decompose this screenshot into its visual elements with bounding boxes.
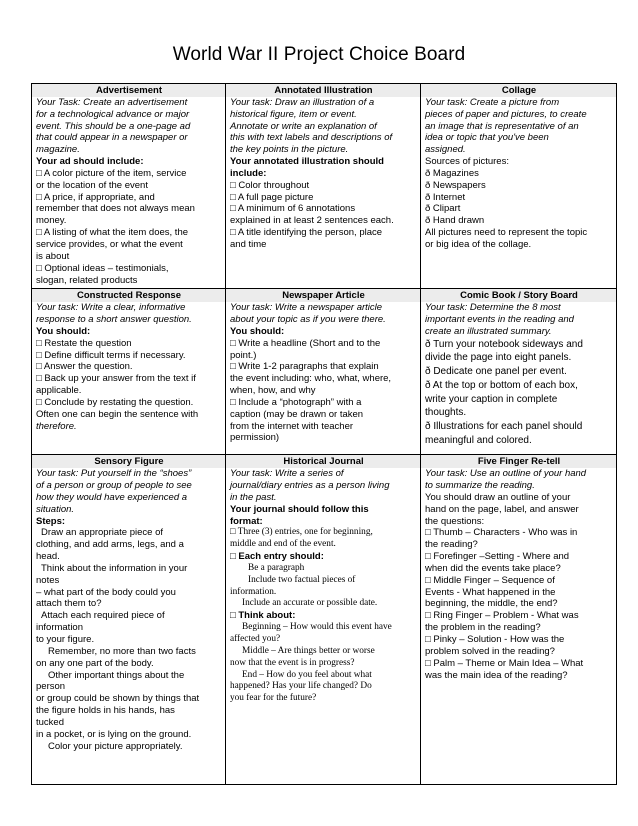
- cell-heading: Historical Journal: [226, 455, 420, 468]
- board-row: [32, 289, 617, 455]
- cell-text-line: now that the event is in progress?: [230, 657, 355, 668]
- cell-text-line: the reading?: [425, 539, 478, 551]
- cell-text-line: historical figure, item or event.: [230, 108, 357, 120]
- cell-text-line: response to a short answer question.: [36, 314, 192, 326]
- cell-sensory-figure: [32, 455, 226, 785]
- cell-five-finger-retell: [421, 455, 617, 785]
- cell-text-line: Annotate or write an explanation of: [230, 120, 377, 132]
- cell-text-line: Your task: Write a series of: [230, 468, 344, 480]
- cell-text-line: happened? Has your life changed? Do: [230, 681, 372, 692]
- cell-text-line: beginning, the middle, the end?: [425, 598, 558, 610]
- cell-text-line: Your task: Draw an illustration of a: [230, 96, 375, 108]
- cell-text-line: to your figure.: [36, 634, 95, 645]
- cell-text-line: about your topic as if you were there.: [230, 314, 386, 326]
- cell-text-line: point.): [230, 349, 257, 361]
- cell-text-line: □ Thumb – Characters - Who was in: [425, 527, 578, 539]
- cell-text-line: or the location of the event: [36, 179, 148, 191]
- cell-text-line: include:: [230, 167, 267, 179]
- choice-board-table: [31, 83, 617, 785]
- cell-text-line: the problem in the reading?: [425, 622, 541, 634]
- cell-text-line: hand on the page, label, and answer: [425, 503, 579, 515]
- cell-text-line: ð Hand drawn: [425, 215, 485, 227]
- cell-text-line: □ Ring Finger – Problem - What was: [425, 610, 579, 622]
- cell-heading: Constructed Response: [32, 289, 225, 302]
- cell-text-line: □ Back up your answer from the text if: [36, 373, 196, 385]
- cell-text-line: Your journal should follow this: [230, 503, 369, 515]
- cell-text-line: an image that is representative of an: [425, 120, 579, 132]
- cell-text-line: attach them to?: [36, 598, 102, 610]
- cell-heading: Collage: [421, 84, 616, 97]
- cell-text-line: write your caption in complete: [425, 393, 558, 405]
- cell-text-line: create an illustrated summary.: [425, 325, 552, 337]
- cell-text-line: thoughts.: [425, 407, 467, 419]
- cell-text-line: format:: [230, 515, 263, 527]
- cell-historical-journal: [226, 455, 421, 785]
- cell-text-line: assigned.: [425, 144, 466, 156]
- cell-annotated-illustration: [226, 84, 421, 289]
- cell-text-line: Think about the information in your: [41, 562, 188, 574]
- cell-text-line: the questions:: [425, 515, 485, 527]
- cell-newspaper-article: [226, 289, 421, 455]
- cell-text-line: journal/diary entries as a person living: [230, 480, 390, 492]
- cell-text-line: □ Conclude by restating the question.: [36, 396, 194, 408]
- cell-text-line: □ Restate the question: [36, 337, 132, 349]
- cell-text-line: middle and end of the event.: [230, 539, 336, 550]
- cell-text-line: ð Clipart: [425, 203, 461, 215]
- board-row: [32, 455, 617, 785]
- cell-text-line: Often one can begin the sentence with: [36, 408, 199, 420]
- cell-text-line: money.: [36, 215, 67, 227]
- cell-text-line: Beginning – How would this event have: [242, 622, 392, 633]
- cell-text-line: You should:: [36, 325, 91, 337]
- cell-text-line: pieces of paper and pictures, to create: [425, 108, 587, 120]
- cell-text-line: □ A color picture of the item, service: [36, 167, 187, 179]
- cell-text-line: person: [36, 681, 66, 693]
- cell-text-line: Include an accurate or possible date.: [242, 598, 378, 609]
- cell-text-line: Middle – Are things better or worse: [242, 645, 375, 656]
- cell-text-line: how they would have experienced a: [36, 491, 188, 503]
- cell-text-line: meaningful and colored.: [425, 434, 532, 446]
- cell-text-line: or big idea of the collage.: [425, 238, 532, 250]
- cell-text-line: explained in at least 2 sentences each.: [230, 215, 394, 227]
- cell-text-line: you fear for the future?: [230, 693, 317, 704]
- cell-text-line: ð Dedicate one panel per event.: [425, 366, 567, 378]
- cell-text-line: on any one part of the body.: [36, 657, 154, 669]
- cell-text-line: Other important things about the: [48, 669, 185, 681]
- cell-text-line: □ Pinky – Solution - How was the: [425, 634, 565, 645]
- cell-text-line: ð Magazines: [425, 167, 479, 179]
- cell-text-line: ð Internet: [425, 191, 466, 203]
- cell-text-line: Events - What happened in the: [425, 586, 556, 598]
- board-row: [32, 84, 617, 289]
- cell-text-line: Sources of pictures:: [425, 156, 509, 168]
- cell-advertisement: [32, 84, 226, 289]
- cell-heading: Sensory Figure: [32, 455, 225, 468]
- cell-text-line: important events in the reading and: [425, 314, 574, 326]
- cell-text-line: this with text labels and descriptions of: [230, 132, 393, 144]
- cell-text-line: □ A price, if appropriate, and: [36, 191, 155, 203]
- cell-text-line: head.: [36, 551, 60, 563]
- cell-text-line: magazine.: [36, 144, 80, 156]
- cell-text-line: □ Three (3) entries, one for beginning,: [230, 527, 373, 538]
- cell-text-line: □ Include a “photograph” with a: [230, 396, 362, 408]
- cell-text-line: Be a paragraph: [248, 562, 305, 573]
- cell-text-line: Your task: Use an outline of your hand: [425, 468, 587, 480]
- cell-text-line: – what part of the body could you: [36, 586, 176, 598]
- cell-text-line: □ Define difficult terms if necessary.: [36, 349, 186, 361]
- cell-text-line: idea or topic that you've been: [425, 132, 549, 144]
- cell-text-line: remember that does not always mean: [36, 203, 195, 215]
- cell-text-line: or group could be shown by things that: [36, 693, 200, 705]
- cell-text-line: End – How do you feel about what: [242, 669, 372, 680]
- cell-text-line: in the past.: [230, 491, 277, 503]
- cell-heading: Comic Book / Story Board: [421, 289, 616, 302]
- cell-text-line: All pictures need to represent the topic: [425, 227, 588, 239]
- cell-text-line: Color your picture appropriately.: [48, 740, 183, 752]
- page-title: World War II Project Choice Board: [172, 44, 466, 65]
- cell-text-line: Your ad should include:: [36, 156, 144, 168]
- cell-text-line: □ A title identifying the person, place: [230, 227, 383, 239]
- cell-text-line: service provides, or what the event: [36, 238, 183, 250]
- cell-text-line: □ Write 1-2 paragraphs that explain: [230, 361, 379, 373]
- cell-text-line: when did the events take place?: [425, 562, 561, 574]
- cell-text-line: for a technological advance or major: [36, 108, 190, 120]
- cell-text-line: □ Think about:: [230, 610, 296, 622]
- cell-text-line: ð At the top or bottom of each box,: [425, 379, 578, 391]
- cell-text-line: You should draw an outline of your: [425, 491, 571, 503]
- cell-text-line: Your Task: Create an advertisement: [36, 96, 188, 108]
- cell-text-line: Your task: Write a newspaper article: [230, 302, 383, 314]
- cell-text-line: the event including: who, what, where,: [230, 373, 392, 385]
- cell-text-line: Your annotated illustration should: [230, 156, 384, 168]
- cell-heading: Five Finger Re-tell: [421, 455, 616, 468]
- cell-text-line: permission): [230, 432, 280, 444]
- cell-text-line: ð Turn your notebook sideways and: [425, 338, 583, 350]
- cell-heading: Newspaper Article: [226, 289, 420, 302]
- cell-text-line: Your task: Create a picture from: [425, 96, 560, 108]
- cell-text-line: ð Illustrations for each panel should: [425, 420, 583, 432]
- cell-text-line: applicable.: [36, 385, 82, 397]
- cell-text-line: Attach each required piece of: [41, 610, 165, 622]
- cell-heading: Advertisement: [32, 84, 225, 97]
- cell-text-line: Include two factual pieces of: [248, 574, 356, 585]
- cell-text-line: □ Middle Finger – Sequence of: [425, 574, 555, 586]
- cell-text-line: Draw an appropriate piece of: [41, 527, 163, 539]
- cell-text-line: You should:: [230, 325, 285, 337]
- cell-text-line: clothing, and add arms, legs, and a: [36, 539, 184, 551]
- cell-text-line: caption (may be drawn or taken: [230, 408, 364, 420]
- cell-text-line: that could appear in a newspaper or: [36, 132, 188, 144]
- cell-text-line: □ A full page picture: [230, 191, 314, 203]
- cell-comic-book: [421, 289, 617, 455]
- cell-text-line: to summarize the reading.: [425, 480, 535, 492]
- cell-text-line: □ Write a headline (Short and to the: [230, 337, 381, 349]
- cell-text-line: therefore.: [36, 420, 77, 432]
- cell-text-line: Your task: Put yourself in the “shoes”: [36, 468, 192, 480]
- cell-text-line: Your task: Determine the 8 most: [425, 302, 561, 314]
- cell-text-line: Remember, no more than two facts: [48, 645, 196, 657]
- cell-text-line: □ A minimum of 6 annotations: [230, 203, 356, 215]
- cell-text-line: notes: [36, 574, 60, 586]
- cell-text-line: in a pocket, or is lying on the ground.: [36, 728, 192, 740]
- cell-text-line: of a person or group of people to see: [36, 480, 192, 492]
- cell-text-line: the key points in the picture.: [230, 144, 349, 156]
- cell-constructed-response: [32, 289, 226, 455]
- cell-text-line: □ Optional ideas – testimonials,: [36, 262, 169, 274]
- cell-text-line: and time: [230, 238, 267, 250]
- cell-text-line: □ A listing of what the item does, the: [36, 227, 189, 239]
- cell-heading: Annotated Illustration: [226, 84, 420, 97]
- cell-text-line: is about: [36, 250, 70, 262]
- cell-text-line: when, how, and why: [230, 385, 316, 397]
- cell-text-line: slogan, related products: [36, 274, 138, 286]
- cell-text-line: tucked: [36, 716, 64, 728]
- cell-text-line: situation.: [36, 503, 75, 515]
- cell-text-line: the figure holds in his hands, has: [36, 705, 175, 717]
- cell-text-line: information.: [230, 586, 277, 597]
- cell-text-line: □ Forefinger –Setting - Where and: [425, 551, 570, 563]
- cell-collage: [421, 84, 617, 289]
- cell-text-line: □ Answer the question.: [36, 361, 133, 373]
- cell-text-line: Steps:: [36, 515, 66, 527]
- cell-text-line: information: [36, 622, 83, 634]
- cell-text-line: event. This should be a one-page ad: [36, 120, 191, 132]
- cell-text-line: □ Color throughout: [230, 179, 310, 191]
- cell-text-line: from the internet with teacher: [230, 420, 354, 432]
- cell-text-line: Your task: Write a clear, informative: [36, 302, 186, 314]
- cell-text-line: divide the page into eight panels.: [425, 352, 572, 364]
- cell-text-line: affected you?: [230, 634, 281, 644]
- cell-text-line: was the main idea of the reading?: [425, 669, 568, 681]
- cell-text-line: ð Newspapers: [425, 179, 486, 191]
- cell-text-line: □ Each entry should:: [230, 551, 324, 563]
- cell-text-line: problem solved in the reading?: [425, 645, 555, 657]
- cell-text-line: □ Palm – Theme or Main Idea – What: [425, 657, 584, 669]
